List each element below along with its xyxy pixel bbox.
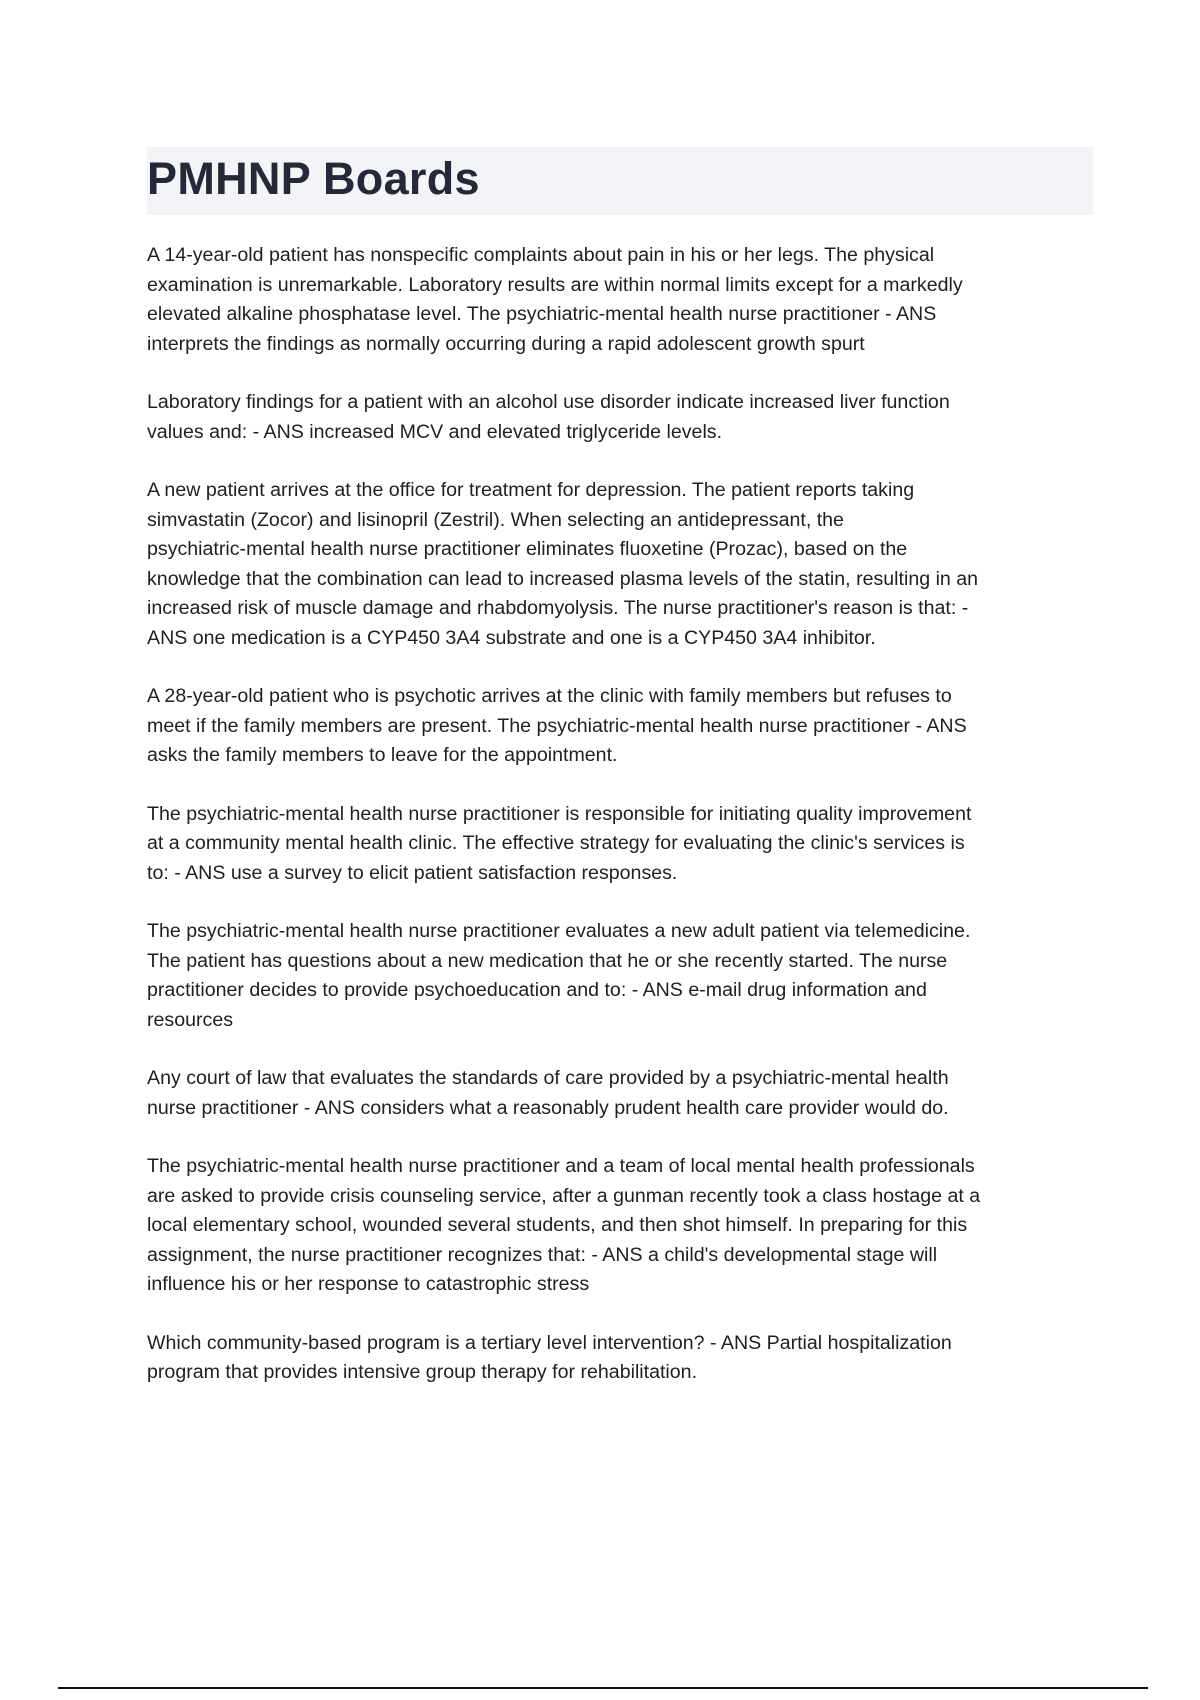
question-answer-paragraph — [147, 1064, 1107, 1123]
footer-divider — [58, 1687, 1148, 1689]
paragraph-line: Laboratory findings for a patient with an alcohol use disorder indicate increased liver function — [147, 391, 950, 413]
question-answer-paragraph — [147, 388, 1107, 447]
paragraph-line: values and: - ANS increased MCV and elevated triglyceride levels. — [147, 420, 723, 443]
question-answer-paragraph — [147, 1152, 1107, 1300]
title-banner — [147, 147, 1093, 215]
paragraph-line: simvastatin (Zocor) and lisinopril (Zestril). When selecting an antidepressant, the — [147, 508, 844, 531]
paragraph-line: Which community-based program is a tertiary level intervention? - ANS Partial hospitalization — [147, 1331, 952, 1354]
paragraph-line: increased risk of muscle damage and rhabdomyolysis. The nurse practitioner's reason is that: - — [147, 597, 969, 619]
paragraph-line: resources — [147, 1008, 234, 1031]
question-answer-paragraph — [147, 1329, 1107, 1388]
page-title: PMHNP Boards — [147, 153, 480, 204]
paragraph-line: program that provides intensive group therapy for rehabilitation. — [147, 1361, 698, 1383]
paragraph-line: are asked to provide crisis counseling service, after a gunman recently took a class hostage at a — [147, 1184, 981, 1207]
paragraph-line: elevated alkaline phosphatase level. The psychiatric-mental health nurse practitioner - ANS — [147, 303, 937, 325]
paragraph-line: A 14-year-old patient has nonspecific complaints about pain in his or her legs. The physical — [147, 244, 935, 266]
question-answer-paragraph — [147, 800, 1107, 889]
paragraph-line: The psychiatric-mental health nurse practitioner and a team of local mental health professionals — [147, 1155, 975, 1177]
paragraph-line: ANS one medication is a CYP450 3A4 substrate and one is a CYP450 3A4 inhibitor. — [147, 626, 876, 649]
paragraph-line: The psychiatric-mental health nurse practitioner evaluates a new adult patient via telemedicine. — [147, 920, 971, 942]
question-answer-paragraph — [147, 917, 1107, 1035]
paragraph-line: A 28-year-old patient who is psychotic arrives at the clinic with family members but refuses to — [147, 685, 952, 707]
question-answer-paragraph — [147, 682, 1107, 771]
paragraph-line: to: - ANS use a survey to elicit patient satisfaction responses. — [147, 861, 678, 884]
question-answer-paragraph — [147, 241, 1107, 359]
paragraph-line: A new patient arrives at the office for treatment for depression. The patient reports taking — [147, 479, 915, 501]
paragraph-line: Any court of law that evaluates the standards of care provided by a psychiatric-mental health — [147, 1067, 949, 1089]
paragraph-line: local elementary school, wounded several students, and then shot himself. In preparing for this — [147, 1214, 968, 1236]
paragraph-line: The psychiatric-mental health nurse practitioner is responsible for initiating quality improvement — [147, 802, 972, 825]
document-body — [147, 241, 1107, 1417]
paragraph-line: meet if the family members are present. The psychiatric-mental health nurse practitioner - ANS — [147, 714, 967, 737]
paragraph-line: nurse practitioner - ANS considers what a reasonably prudent health care provider would do. — [147, 1096, 949, 1119]
paragraph-line: The patient has questions about a new medication that he or she recently started. The nurse — [147, 949, 948, 972]
paragraph-line: interprets the findings as normally occurring during a rapid adolescent growth spurt — [147, 332, 865, 355]
paragraph-line: at a community mental health clinic. The effective strategy for evaluating the clinic's services is — [147, 832, 965, 854]
paragraph-line: psychiatric-mental health nurse practitioner eliminates fluoxetine (Prozac), based on the — [147, 538, 908, 560]
paragraph-line: examination is unremarkable. Laboratory results are within normal limits except for a markedly — [147, 273, 963, 296]
paragraph-line: assignment, the nurse practitioner recognizes that: - ANS a child's developmental stage will — [147, 1243, 938, 1266]
paragraph-line: practitioner decides to provide psychoeducation and to: - ANS e-mail drug information and — [147, 979, 927, 1001]
paragraph-line: knowledge that the combination can lead to increased plasma levels of the statin, resulting in an — [147, 567, 979, 590]
paragraph-line: influence his or her response to catastrophic stress — [147, 1273, 590, 1295]
question-answer-paragraph — [147, 476, 1107, 653]
paragraph-line: asks the family members to leave for the appointment. — [147, 744, 618, 766]
